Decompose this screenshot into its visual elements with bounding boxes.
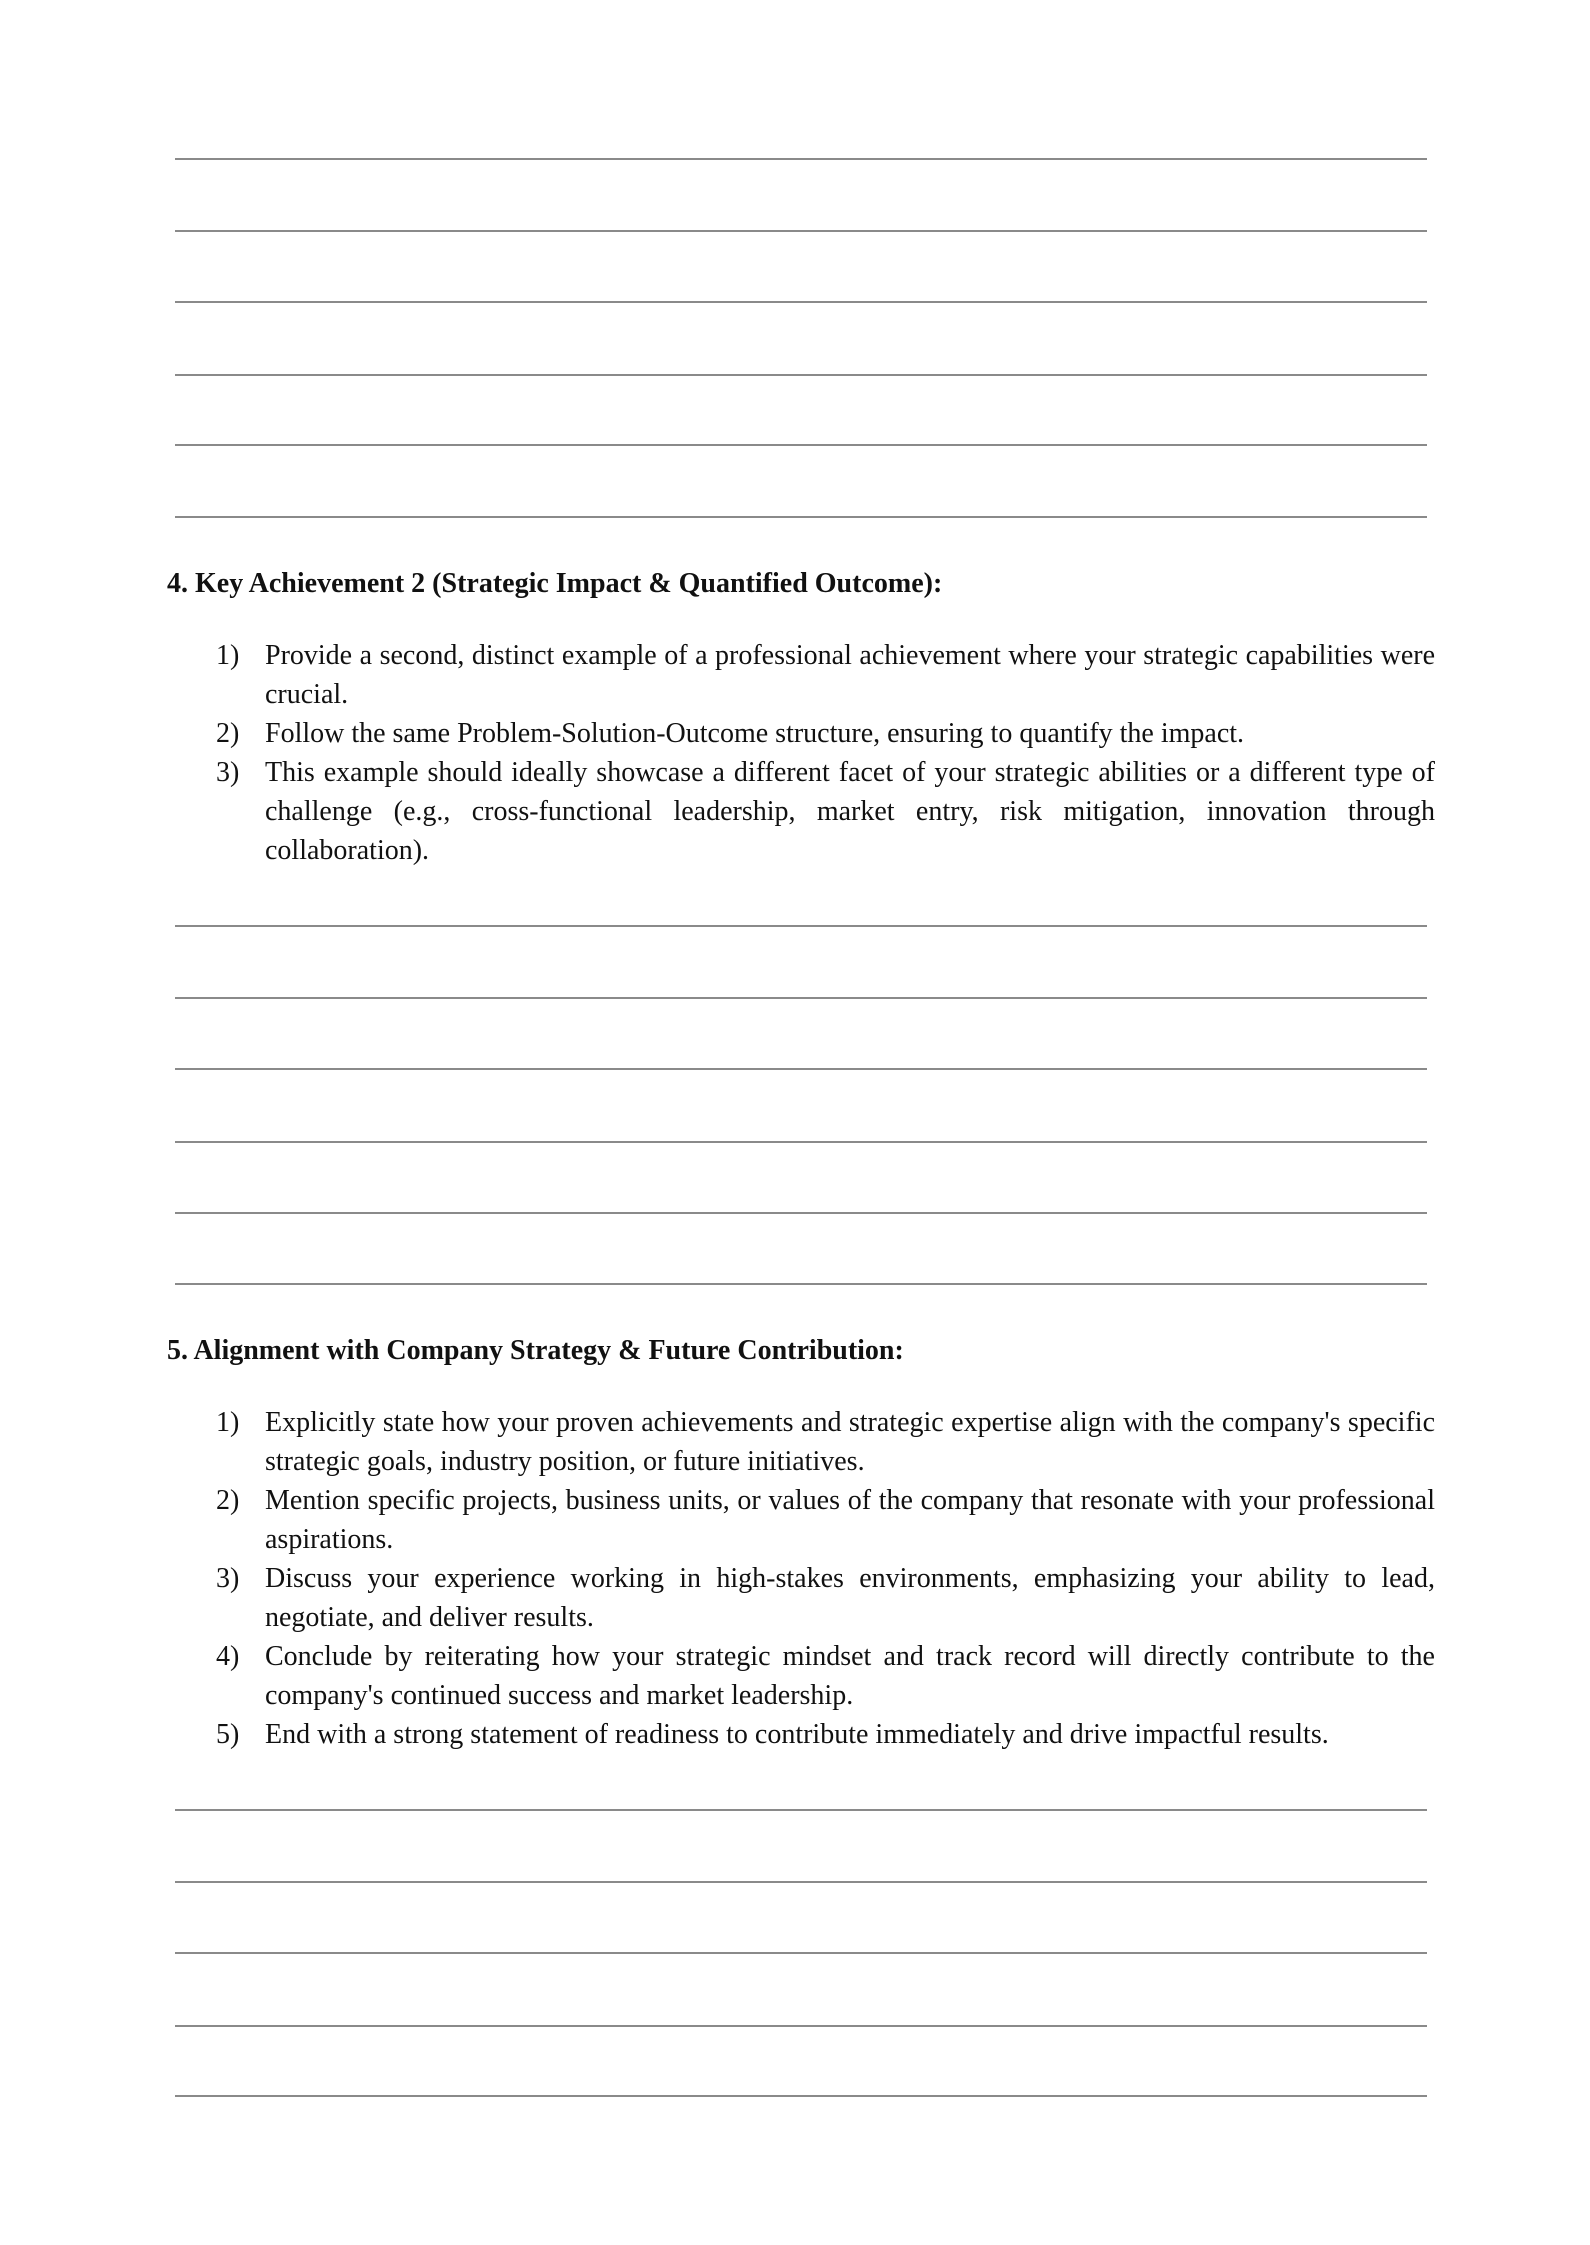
writing-line[interactable]	[175, 2095, 1427, 2097]
instruction-list	[216, 636, 1435, 870]
list-item	[216, 1559, 1435, 1637]
list-item-number: 1)	[216, 640, 240, 671]
list-item-text: End with a strong statement of readiness to contribute immediately and drive impactful results.	[265, 1719, 1329, 1750]
list-item-text: Conclude by reiterating how your strategic mindset and track record will directly contribute to the company's continued success and market leadership.	[265, 1641, 1435, 1711]
list-item	[216, 1637, 1435, 1715]
section-heading: 4. Key Achievement 2 (Strategic Impact & Quantified Outcome):	[167, 568, 943, 599]
list-item-number: 3)	[216, 1563, 240, 1594]
list-item-text: Provide a second, distinct example of a professional achievement where your strategic capabilities were crucial.	[265, 640, 1435, 710]
writing-line[interactable]	[175, 301, 1427, 303]
writing-line[interactable]	[175, 374, 1427, 376]
writing-line[interactable]	[175, 1809, 1427, 1811]
writing-line[interactable]	[175, 1212, 1427, 1214]
list-item	[216, 1481, 1435, 1559]
list-item-number: 2)	[216, 718, 240, 749]
list-item-number: 2)	[216, 1485, 240, 1516]
writing-line[interactable]	[175, 997, 1427, 999]
list-item-text: This example should ideally showcase a different facet of your strategic abilities or a different type of challenge (e.g., cross-functional leadership, market entry, risk mitigation, innovation through collaboration).	[265, 757, 1435, 866]
writing-line[interactable]	[175, 230, 1427, 232]
writing-line[interactable]	[175, 1283, 1427, 1285]
writing-line[interactable]	[175, 1068, 1427, 1070]
writing-line[interactable]	[175, 444, 1427, 446]
list-item	[216, 753, 1435, 870]
instruction-list	[216, 1403, 1435, 1754]
writing-line[interactable]	[175, 925, 1427, 927]
list-item-text: Explicitly state how your proven achievements and strategic expertise align with the company's specific strategic goals, industry position, or future initiatives.	[265, 1407, 1435, 1477]
writing-line[interactable]	[175, 1141, 1427, 1143]
list-item-text: Mention specific projects, business units, or values of the company that resonate with your professional aspirations.	[265, 1485, 1435, 1555]
list-item-number: 4)	[216, 1641, 240, 1672]
writing-line[interactable]	[175, 1881, 1427, 1883]
list-item-text: Discuss your experience working in high-stakes environments, emphasizing your ability to lead, negotiate, and deliver results.	[265, 1563, 1435, 1633]
list-item	[216, 636, 1435, 714]
list-item-number: 1)	[216, 1407, 240, 1438]
list-item	[216, 1403, 1435, 1481]
writing-line[interactable]	[175, 516, 1427, 518]
section-heading: 5. Alignment with Company Strategy & Future Contribution:	[167, 1335, 904, 1366]
writing-line[interactable]	[175, 1952, 1427, 1954]
list-item-text: Follow the same Problem-Solution-Outcome structure, ensuring to quantify the impact.	[265, 718, 1245, 749]
list-item	[216, 714, 1435, 753]
writing-line[interactable]	[175, 158, 1427, 160]
writing-line[interactable]	[175, 2025, 1427, 2027]
list-item-number: 5)	[216, 1719, 240, 1750]
list-item	[216, 1715, 1435, 1754]
list-item-number: 3)	[216, 757, 240, 788]
